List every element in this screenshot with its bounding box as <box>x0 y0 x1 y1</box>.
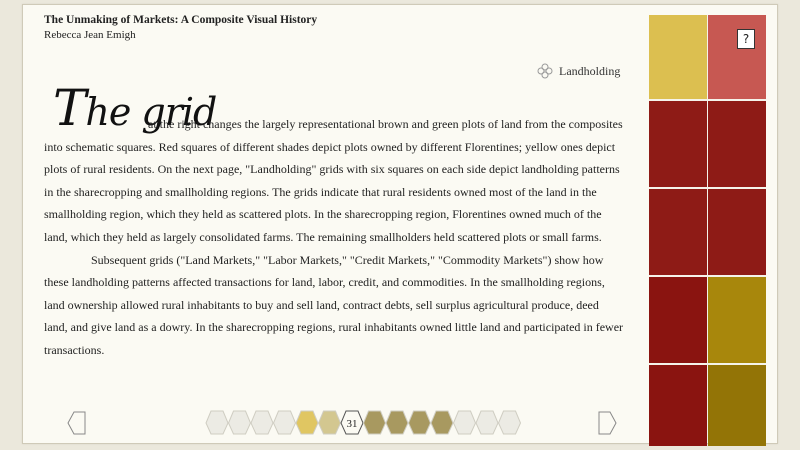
page-hex[interactable] <box>454 411 476 434</box>
grid-square <box>708 365 766 446</box>
grid-square <box>708 277 766 363</box>
next-page-arrow-icon[interactable] <box>597 411 617 435</box>
previous-page-arrow-icon[interactable] <box>67 411 87 435</box>
grid-square <box>708 189 766 275</box>
drop-cap-rest: he grid <box>85 90 217 134</box>
grid-square <box>649 101 707 187</box>
clover-icon <box>537 63 553 79</box>
grid-square <box>649 15 707 99</box>
body-text <box>44 113 624 362</box>
paragraph-2-text: Subsequent grids ("Land Markets," "Labor Markets," "Credit Markets," "Commodity Markets") show how these landholding patterns affected transactions for land, labor, credit, and commodities. In the smallholding regions, land ownership allowed rural inhabitants to buy and sell land, contract debts, sell surplus agricultural produce, deed land, and give land as a dowry. In the sharecropping regions, rural inhabitants owned little land and participated in fewer transactions. <box>44 252 624 357</box>
landholding-grid <box>649 15 766 442</box>
page-hex[interactable] <box>296 411 318 434</box>
page-hex[interactable] <box>409 411 431 434</box>
page-hex[interactable] <box>499 411 521 434</box>
paragraph-1-text: at the right changes the largely representational brown and green plots of land from the composites into schematic squares. Red squares of different shades depict plots owned by different Florentines; yellow ones depict plots of rural residents. On the next page, "Landholding" grids with six squares on each side depict landholding patterns in the sharecropping and smallholding regions. The grids indicate that rural residents owned most of the land in the smallholding region, which they held as scattered plots. In the sharecropping region, Florentines owned much of the land, which they held as largely consolidated farms. The remaining smallholders held scattered plots or small farms. <box>44 117 623 244</box>
page-hex[interactable] <box>251 411 273 434</box>
page-hex[interactable] <box>364 411 386 434</box>
page-hex[interactable] <box>229 411 251 434</box>
section-label <box>537 63 620 79</box>
grid-square <box>708 15 766 99</box>
current-page-number: 31 <box>346 418 358 430</box>
grid-square <box>649 365 707 446</box>
grid-square <box>649 189 707 275</box>
page <box>22 4 778 444</box>
book-title: The Unmaking of Markets: A Composite Visual History <box>44 14 318 26</box>
book-author: Rebecca Jean Emigh <box>44 29 136 41</box>
drop-cap-letter: T <box>53 79 86 137</box>
grid-square <box>708 101 766 187</box>
page-hex[interactable] <box>386 411 408 434</box>
page-navigation-hexes <box>205 410 535 436</box>
page-hex[interactable] <box>274 411 296 434</box>
paragraph-1 <box>44 113 624 249</box>
grid-square <box>649 277 707 363</box>
section-label-text: Landholding <box>559 63 621 78</box>
page-hex[interactable] <box>476 411 498 434</box>
paragraph-2 <box>44 249 624 362</box>
help-button[interactable]: ? <box>737 29 755 49</box>
page-hex[interactable] <box>431 411 453 434</box>
page-hex[interactable] <box>319 411 341 434</box>
page-hex[interactable] <box>206 411 228 434</box>
